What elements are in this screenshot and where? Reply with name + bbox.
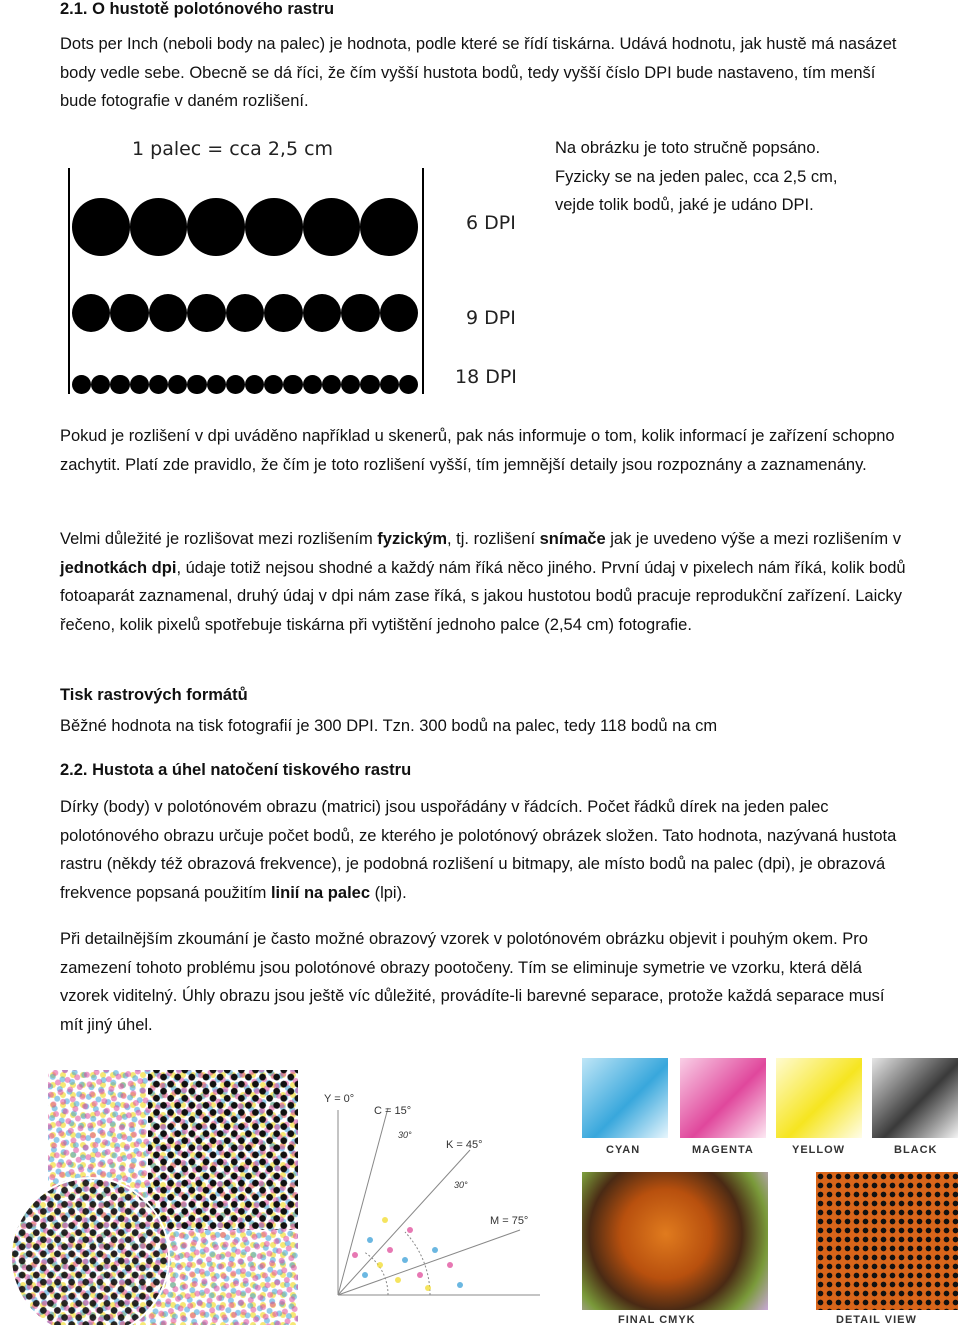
label-black: BLACK [894,1144,938,1156]
halftone-dot [264,375,283,394]
print-text: Běžné hodnota na tisk fotografií je 300 DPI. Tzn. 300 bodů na palec, tedy 118 bodů na cm [60,717,718,735]
halftone-dot [226,375,245,394]
halftone-dot [303,294,341,332]
angle-label-c: C = 15° [374,1105,412,1117]
halftone-dot [226,294,264,332]
paragraph-resolution: Velmi důležité je rozlišovat mezi rozlišením fyzickým, tj. rozlišení snímače jak je uvedeno výše a mezi rozlišením v jednotkách dpi, údaje totiž nejsou shodné a každý nám říká něco jiného. První údaj v pixelech nám říká, kolik bodů fotoaparát zaznamenal, druhý údaj v dpi nám zase říká, s jakou hustotou bodů pracuje reprodukční zařízení. Laicky řečeno, kolik pixelů spotřebuje tiskárna při vytištění jednoho palce (2,54 cm) fotografie. [60,530,906,634]
halftone-dot [360,198,418,256]
dpi-figure [66,132,536,400]
halftone-dot [130,198,188,256]
label-18dpi: 18 DPI [455,366,517,388]
halftone-dot [341,375,360,394]
cyan-swatch [582,1058,668,1138]
dots-row-18dpi [72,375,418,394]
black-swatch [872,1058,958,1138]
halftone-dot [187,294,225,332]
halftone-dot [110,375,129,394]
halftone-dot [187,375,206,394]
halftone-dot [380,294,418,332]
angle-label-30a: 30° [398,1130,412,1140]
halftone-dot [110,294,148,332]
halftone-dot [399,375,418,394]
label-cyan: CYAN [606,1144,641,1156]
paragraph-scanner: Pokud je rozlišení v dpi uváděno například u skenerů, pak nás informuje o tom, kolik informací je zařízení schopno zachytit. Platí zde pravidlo, že čím je toto rozlišení vyšší, tím jemnější detaily jsou rozpoznány a zaznamenány. [60,427,895,474]
halftone-dot [72,375,91,394]
halftone-dot [72,198,130,256]
label-yellow: YELLOW [792,1144,846,1156]
yellow-swatch [776,1058,862,1138]
final-cmyk-image [582,1172,768,1310]
rosette-pattern-image [8,1070,298,1325]
dots-row-6dpi [72,198,418,256]
halftone-dot [303,198,361,256]
halftone-dot [380,375,399,394]
halftone-dot [168,375,187,394]
halftone-dot [91,375,110,394]
angle-label-30b: 30° [454,1180,468,1190]
halftone-dot [341,294,379,332]
detail-view-image [816,1172,958,1310]
halftone-dot [322,375,341,394]
label-final-cmyk: FINAL CMYK [618,1314,696,1326]
label-magenta: MAGENTA [692,1144,754,1156]
angle-label-y: Y = 0° [324,1093,355,1105]
halftone-dot [360,375,379,394]
paragraph-halftone: Dírky (body) v polotónovém obrazu (matrici) jsou uspořádány v řádcích. Počet řádků dírek na jeden palec polotónového obrazu určuje počet bodů, ze kterého je polotónový obrázek složen. Tato hodnota, nazývaná hustota rastru (někdy též obrazová frekvence), je podobná rozlišení u bitmapy, ale místo bodů na palec (dpi), je obrazová frekvence popsaná použitím linií na palec (lpi). [60,798,897,902]
magenta-swatch [680,1058,766,1138]
section-heading-2-2: 2.2. Hustota a úhel natočení tiskového rastru [60,761,412,779]
figure-caption: 1 palec = cca 2,5 cm [132,138,334,160]
halftone-dot [207,375,226,394]
halftone-dot [283,375,302,394]
section-heading-2-1: 2.1. O hustotě polotónového rastru [60,0,335,18]
halftone-dot [149,375,168,394]
label-9dpi: 9 DPI [466,307,516,329]
halftone-dot [245,375,264,394]
label-6dpi: 6 DPI [466,212,516,234]
angle-label-k: K = 45° [446,1139,483,1151]
halftone-dot [245,198,303,256]
dots-row-9dpi [72,294,418,332]
cmyk-separations [580,1058,958,1328]
figure-note: Na obrázku je toto stručně popsáno. Fyzicky se na jeden palec, cca 2,5 cm, vejde tolik bodů, jaké je udáno DPI. [555,139,838,214]
halftone-dot [130,375,149,394]
halftone-dot [303,375,322,394]
halftone-dot [149,294,187,332]
paragraph-dpi-intro: Dots per Inch (neboli body na palec) je hodnota, podle které se řídí tiskárna. Udává hodnotu, jak hustě má nasázet body vedle sebe. Obecně se dá říci, že čím vyšší hustota bodů, tedy vyšší číslo DPI bude nastaveno, tím menší bude fotografie v daném rozlišení. [60,35,897,110]
print-heading: Tisk rastrových formátů [60,686,248,704]
halftone-dot [72,294,110,332]
halftone-dot [264,294,302,332]
label-detail-view: DETAIL VIEW [836,1314,917,1326]
angle-label-m: M = 75° [490,1215,529,1227]
paragraph-angles: Při detailnějším zkoumání je často možné obrazový vzorek v polotónovém obrázku objevit i pouhým okem. Pro zamezení tohoto problému jsou polotónové obrazy pootočeny. Tím se eliminuje symetrie ve vzorku, která dělá vzorek viditelný. Úhly obrazu jsou ještě víc důležité, provádíte-li barevné separace, protože každá separace musí mít jiný úhel. [60,930,885,1034]
halftone-dot [187,198,245,256]
screen-angles-diagram [310,1090,565,1315]
